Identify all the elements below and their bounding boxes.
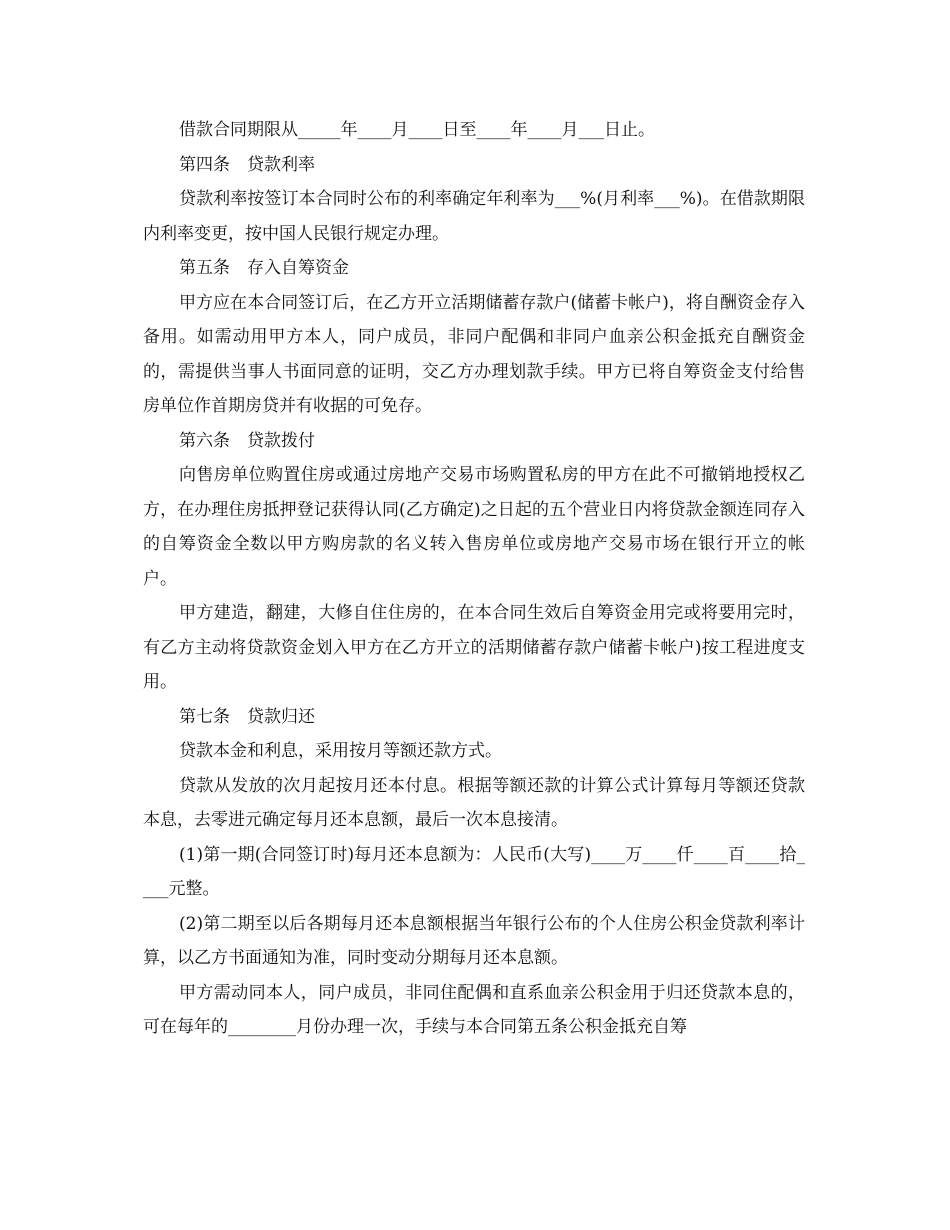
paragraph-repayment-method: 贷款本金和利息，采用按月等额还款方式。: [179, 741, 502, 761]
paragraph-first-period: (1)第一期(合同签订时)每月还本息额为：人民币(大写)____万____仟____百____拾____元整。: [143, 844, 805, 899]
paragraph-disbursement-purchase: 向售房单位购置住房或通过房地产交易市场购置私房的甲方在此不可撤销地授权乙方，在办理住房抵押登记获得认同(乙方确定)之日起的五个营业日内将贷款金额连同存入的自筹资金全数以甲方购房款的名义转入售房单位或房地产交易市场在银行开立的帐户。: [143, 465, 805, 589]
paragraph-repayment-schedule: 贷款从发放的次月起按月还本付息。根据等额还款的计算公式计算每月等额还贷款本息，去零进元确定每月还本息额，最后一次本息接清。: [143, 775, 805, 830]
paragraph-interest-rate: 贷款利率按签订本合同时公布的利率确定年利率为___%(月利率___%)。在借款期限内利率变更，按中国人民银行规定办理。: [143, 189, 805, 244]
paragraph-second-period: (2)第二期至以后各期每月还本息额根据当年银行公布的个人住房公积金贷款利率计算，以乙方书面通知为准，同时变动分期每月还本息额。: [143, 913, 805, 968]
paragraph-loan-term: 借款合同期限从_____年____月____日至____年____月___日止。: [179, 120, 655, 140]
heading-article-6: 第六条 贷款拨付: [179, 430, 315, 451]
document-body: [143, 113, 805, 1045]
heading-article-4: 第四条 贷款利率: [179, 154, 315, 175]
paragraph-self-funds: 甲方应在本合同签订后，在乙方开立活期储蓄存款户(储蓄卡帐户)，将自酬资金存入备用。如需动用甲方本人，同户成员，非同户配偶和非同户血亲公积金抵充自酬资金的，需提供当事人书面同意的证明，交乙方办理划款手续。甲方已将自筹资金支付给售房单位作首期房贷并有收据的可免存。: [143, 292, 805, 416]
paragraph-disbursement-construction: 甲方建造，翻建，大修自住住房的，在本合同生效后自筹资金用完或将要用完时，有乙方主动将贷款资金划入甲方在乙方开立的活期储蓄存款户储蓄卡帐户)按工程进度支用。: [143, 603, 805, 692]
heading-article-5: 第五条 存入自筹资金: [179, 258, 349, 278]
heading-article-7: 第七条 贷款归还: [179, 706, 315, 727]
paragraph-provident-fund: 甲方需动同本人，同户成员，非同住配偶和直系血亲公积金用于归还贷款本息的，可在每年的________月份办理一次，手续与本合同第五条公积金抵充自筹: [143, 982, 805, 1037]
